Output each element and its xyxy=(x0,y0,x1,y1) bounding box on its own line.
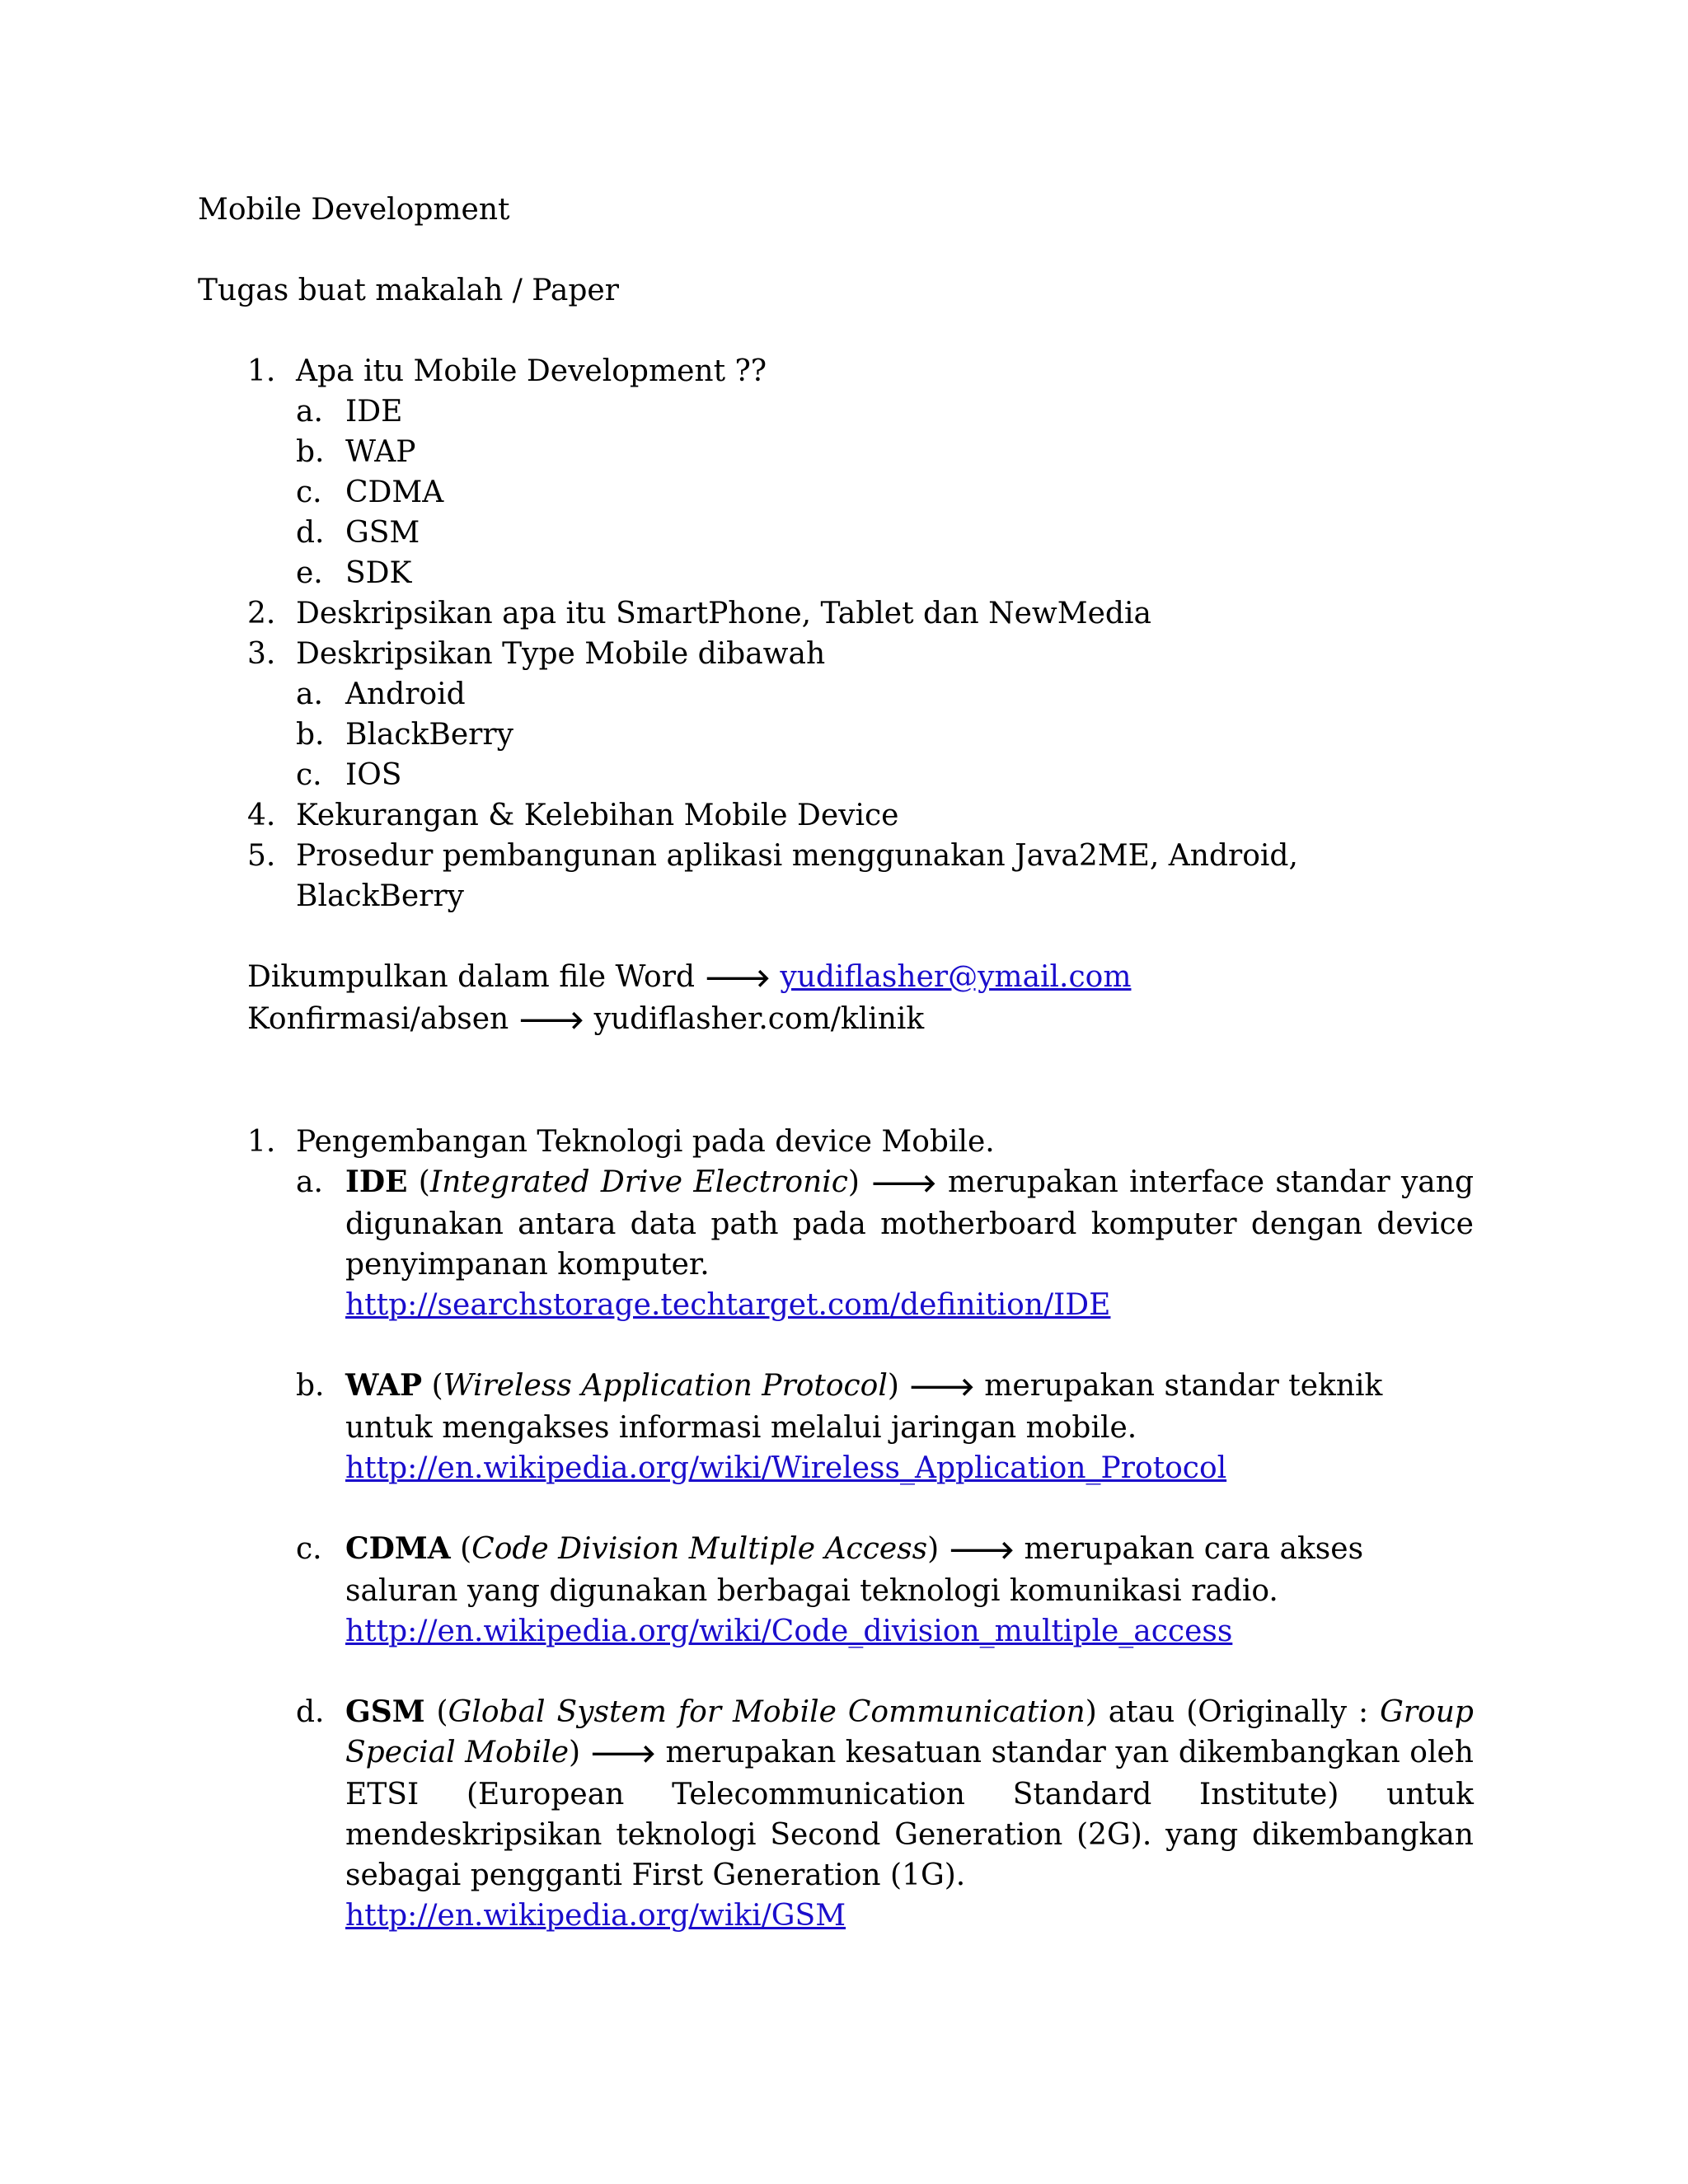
reference-link[interactable]: http://en.wikipedia.org/wiki/GSM xyxy=(345,1899,846,1933)
confirm-url: yudiflasher.com/klinik xyxy=(593,1002,925,1036)
paren-close: ) xyxy=(887,1369,909,1403)
term-expansion-original: Group Special Mobile xyxy=(345,1695,1474,1769)
paren-open: ( xyxy=(450,1532,472,1566)
paren-open: ( xyxy=(424,1695,448,1729)
sub-list-text: BlackBerry xyxy=(345,718,513,752)
confirm-line xyxy=(198,999,1474,1041)
definition-text xyxy=(345,1162,1474,1285)
document-heading: Mobile Development xyxy=(198,193,510,227)
arrow-right-icon: 🡒 xyxy=(589,1740,657,1769)
email-link[interactable]: yudiflasher@ymail.com xyxy=(780,960,1132,994)
list-item xyxy=(247,351,1474,593)
sub-list-text: IDE xyxy=(345,395,403,429)
paren-open: ( xyxy=(407,1165,430,1199)
submit-line xyxy=(198,957,1474,999)
sub-list-text: SDK xyxy=(345,556,412,590)
list-item xyxy=(247,836,1474,916)
term-expansion: Integrated Drive Electronic xyxy=(429,1165,848,1199)
sub-list-letter: a. xyxy=(296,395,323,429)
definition-desc: merupakan cara akses saluran yang digunakan berbagai teknologi komunikasi radio. xyxy=(345,1532,1364,1608)
definition-item xyxy=(296,1529,1474,1652)
list-item xyxy=(247,795,1474,836)
paren-close: ) atau (Originally : xyxy=(1085,1695,1381,1729)
definition-item xyxy=(296,1366,1474,1488)
definition-item xyxy=(296,1692,1474,1936)
sub-list-item xyxy=(296,391,1474,432)
definition-item xyxy=(296,1162,1474,1325)
arrow-right-icon: 🡒 xyxy=(870,1169,937,1198)
list-number: 3. xyxy=(247,637,276,671)
sub-list-text: IOS xyxy=(345,758,402,792)
list-number: 1. xyxy=(247,1125,276,1159)
sub-list-letter: c. xyxy=(296,1532,322,1566)
term-expansion: Code Division Multiple Access xyxy=(471,1532,928,1566)
reference-link[interactable]: http://searchstorage.techtarget.com/definition/IDE xyxy=(345,1288,1111,1322)
definition-text xyxy=(345,1529,1474,1611)
sub-list-item xyxy=(296,755,1474,795)
definition-term: WAP xyxy=(345,1368,423,1403)
definition-term: IDE xyxy=(345,1165,408,1199)
sub-list-letter: d. xyxy=(296,516,325,550)
paren-close: ) xyxy=(847,1165,871,1199)
definition-list xyxy=(198,1122,1474,1936)
list-item-text: Kekurangan & Kelebihan Mobile Device xyxy=(296,799,899,832)
sub-list-item xyxy=(296,553,1474,593)
definition-text xyxy=(345,1366,1474,1448)
definition-term: GSM xyxy=(345,1694,425,1729)
term-expansion: Global System for Mobile Communication xyxy=(448,1695,1085,1729)
definition-sub-list xyxy=(296,1162,1474,1936)
document-subheading: Tugas buat makalah / Paper xyxy=(198,274,619,307)
reference-link[interactable]: http://en.wikipedia.org/wiki/Code_division_multiple_access xyxy=(345,1615,1233,1648)
task-list xyxy=(198,351,1474,916)
sub-list-letter: b. xyxy=(296,718,325,752)
sub-list-item xyxy=(296,432,1474,472)
sub-list xyxy=(296,391,1474,593)
definition-desc: merupakan standar teknik untuk mengakses informasi melalui jaringan mobile. xyxy=(345,1369,1383,1445)
list-item xyxy=(247,593,1474,634)
sub-list xyxy=(296,674,1474,795)
list-number: 4. xyxy=(247,799,276,832)
submit-label: Dikumpulkan dalam file Word xyxy=(247,960,695,994)
list-number: 1. xyxy=(247,354,276,388)
list-number: 5. xyxy=(247,839,276,873)
sub-list-item xyxy=(296,513,1474,553)
sub-list-text: WAP xyxy=(345,435,416,469)
arrow-right-icon: 🡒 xyxy=(518,1006,585,1035)
paren-open: ( xyxy=(422,1369,443,1403)
sub-list-letter: d. xyxy=(296,1695,325,1729)
sub-list-text: CDMA xyxy=(345,476,444,509)
spacer xyxy=(198,916,1474,957)
paren-close: ) xyxy=(569,1736,590,1769)
definition-text xyxy=(345,1692,1474,1896)
definition-term: CDMA xyxy=(345,1531,451,1566)
arrow-right-icon: 🡒 xyxy=(948,1536,1015,1565)
list-item-text: Deskripsikan apa itu SmartPhone, Tablet dan NewMedia xyxy=(296,597,1151,630)
arrow-right-icon: 🡒 xyxy=(908,1373,975,1402)
sub-list-text: GSM xyxy=(345,516,420,550)
sub-list-item xyxy=(296,674,1474,715)
term-expansion: Wireless Application Protocol xyxy=(443,1369,888,1403)
list-item xyxy=(247,634,1474,795)
definition-desc: merupakan kesatuan standar yan dikembangkan oleh ETSI (European Telecommunication Standard Institute) untuk mendeskripsikan teknologi Second Generation (2G). yang dikembangkan sebagai pengganti First Generation (1G). xyxy=(345,1736,1474,1892)
list-item xyxy=(247,1122,1474,1936)
list-item-text: Prosedur pembangunan aplikasi menggunakan Java2ME, Android, BlackBerry xyxy=(296,839,1298,913)
sub-list-letter: a. xyxy=(296,1165,323,1199)
sub-list-item xyxy=(296,472,1474,513)
sub-list-letter: b. xyxy=(296,435,325,469)
reference-link[interactable]: http://en.wikipedia.org/wiki/Wireless_Application_Protocol xyxy=(345,1451,1227,1485)
sub-list-letter: c. xyxy=(296,758,322,792)
sub-list-letter: c. xyxy=(296,476,322,509)
arrow-right-icon: 🡒 xyxy=(704,964,771,993)
sub-list-letter: a. xyxy=(296,677,323,711)
paren-close: ) xyxy=(927,1532,949,1566)
sub-list-item xyxy=(296,715,1474,755)
list-item-text: Apa itu Mobile Development ?? xyxy=(296,354,767,388)
list-number: 2. xyxy=(247,597,276,630)
sub-list-letter: e. xyxy=(296,556,323,590)
definition-desc: merupakan interface standar yang digunakan antara data path pada motherboard komputer dengan device penyimpanan komputer. xyxy=(345,1165,1474,1282)
sub-list-text: Android xyxy=(345,677,466,711)
section-title: Pengembangan Teknologi pada device Mobile. xyxy=(296,1125,995,1159)
sub-list-letter: b. xyxy=(296,1369,325,1403)
confirm-label: Konfirmasi/absen xyxy=(247,1002,509,1036)
list-item-text: Deskripsikan Type Mobile dibawah xyxy=(296,637,826,671)
